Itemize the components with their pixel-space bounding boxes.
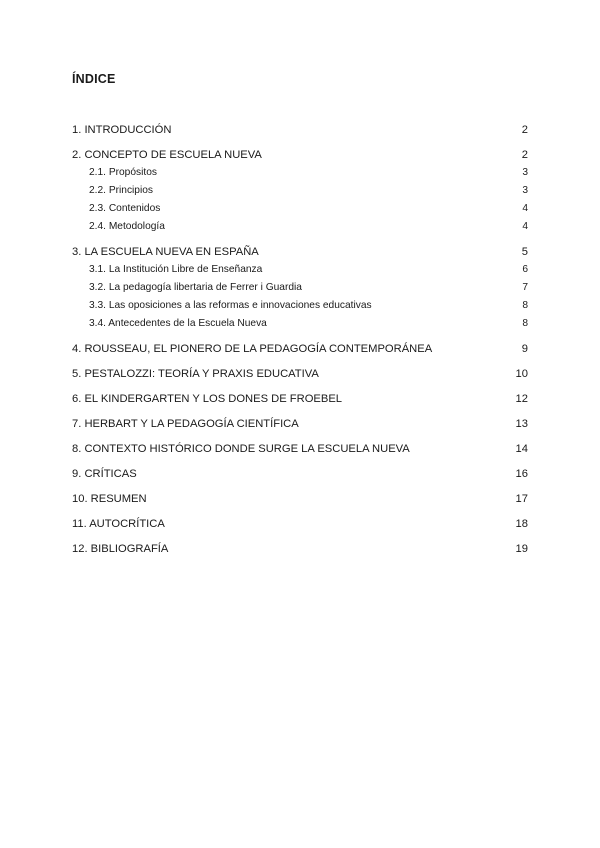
toc-entry-label: 3.2. La pedagogía libertaria de Ferrer i Guardia [89,282,302,293]
toc-entry-label: 5. PESTALOZZI: TEORÍA Y PRAXIS EDUCATIVA [72,368,319,380]
toc-title: ÍNDICE [72,72,116,86]
toc-entry-label: 8. CONTEXTO HISTÓRICO DONDE SURGE LA ESCUELA NUEVA [72,443,410,455]
toc-entry-2-4[interactable] [72,218,528,236]
toc-entry-page: 16 [515,468,528,480]
toc-entry-page: 2 [521,124,528,136]
toc-entry-5[interactable] [72,365,528,383]
toc-entry-11[interactable] [72,515,528,533]
toc-entry-label: 3.1. La Institución Libre de Enseñanza [89,264,263,275]
table-of-contents [72,121,528,558]
toc-entry-2-3[interactable] [72,200,528,218]
toc-entry-2[interactable] [72,146,528,164]
toc-entry-2-1[interactable] [72,164,528,182]
toc-entry-label: 6. EL KINDERGARTEN Y LOS DONES DE FROEBEL [72,393,343,405]
toc-entry-9[interactable] [72,465,528,483]
toc-entry-1[interactable] [72,121,528,139]
toc-entry-label: 10. RESUMEN [72,493,147,505]
toc-entry-page: 3 [522,167,528,178]
toc-entry-page: 8 [522,300,528,311]
toc-entry-page: 4 [522,203,528,214]
toc-entry-page: 3 [522,185,528,196]
toc-entry-label: 2.3. Contenidos [89,203,161,214]
toc-entry-label: 11. AUTOCRÍTICA [72,518,165,530]
toc-entry-page: 12 [515,393,528,405]
toc-entry-page: 18 [515,518,528,530]
toc-entry-page: 7 [522,282,528,293]
toc-entry-page: 5 [521,246,528,258]
toc-entry-page: 13 [515,418,528,430]
toc-entry-label: 1. INTRODUCCIÓN [72,124,172,136]
toc-entry-page: 6 [522,264,528,275]
toc-entry-label: 12. BIBLIOGRAFÍA [72,543,169,555]
toc-entry-label: 2.2. Principios [89,185,153,196]
toc-entry-6[interactable] [72,390,528,408]
toc-entry-label: 3. LA ESCUELA NUEVA EN ESPAÑA [72,246,259,258]
toc-entry-3[interactable] [72,243,528,261]
toc-entry-page: 17 [515,493,528,505]
toc-entry-page: 9 [521,343,528,355]
toc-entry-label: 2. CONCEPTO DE ESCUELA NUEVA [72,149,262,161]
toc-entry-page: 10 [515,368,528,380]
toc-entry-label: 2.1. Propósitos [89,167,157,178]
toc-entry-4[interactable] [72,340,528,358]
toc-entry-page: 8 [522,318,528,329]
toc-entry-label: 2.4. Metodología [89,221,165,232]
toc-entry-label: 3.3. Las oposiciones a las reformas e innovaciones educativas [89,300,372,311]
toc-entry-3-3[interactable] [72,297,528,315]
toc-entry-2-2[interactable] [72,182,528,200]
toc-entry-3-2[interactable] [72,279,528,297]
toc-entry-8[interactable] [72,440,528,458]
toc-entry-label: 4. ROUSSEAU, EL PIONERO DE LA PEDAGOGÍA CONTEMPORÁNEA [72,343,433,355]
toc-entry-7[interactable] [72,415,528,433]
toc-entry-page: 14 [515,443,528,455]
toc-entry-3-4[interactable] [72,315,528,333]
toc-entry-page: 2 [521,149,528,161]
toc-entry-label: 3.4. Antecedentes de la Escuela Nueva [89,318,267,329]
toc-entry-page: 4 [522,221,528,232]
toc-entry-3-1[interactable] [72,261,528,279]
toc-entry-label: 9. CRÍTICAS [72,468,137,480]
toc-entry-label: 7. HERBART Y LA PEDAGOGÍA CIENTÍFICA [72,418,299,430]
toc-entry-10[interactable] [72,490,528,508]
toc-entry-page: 19 [515,543,528,555]
toc-entry-12[interactable] [72,540,528,558]
